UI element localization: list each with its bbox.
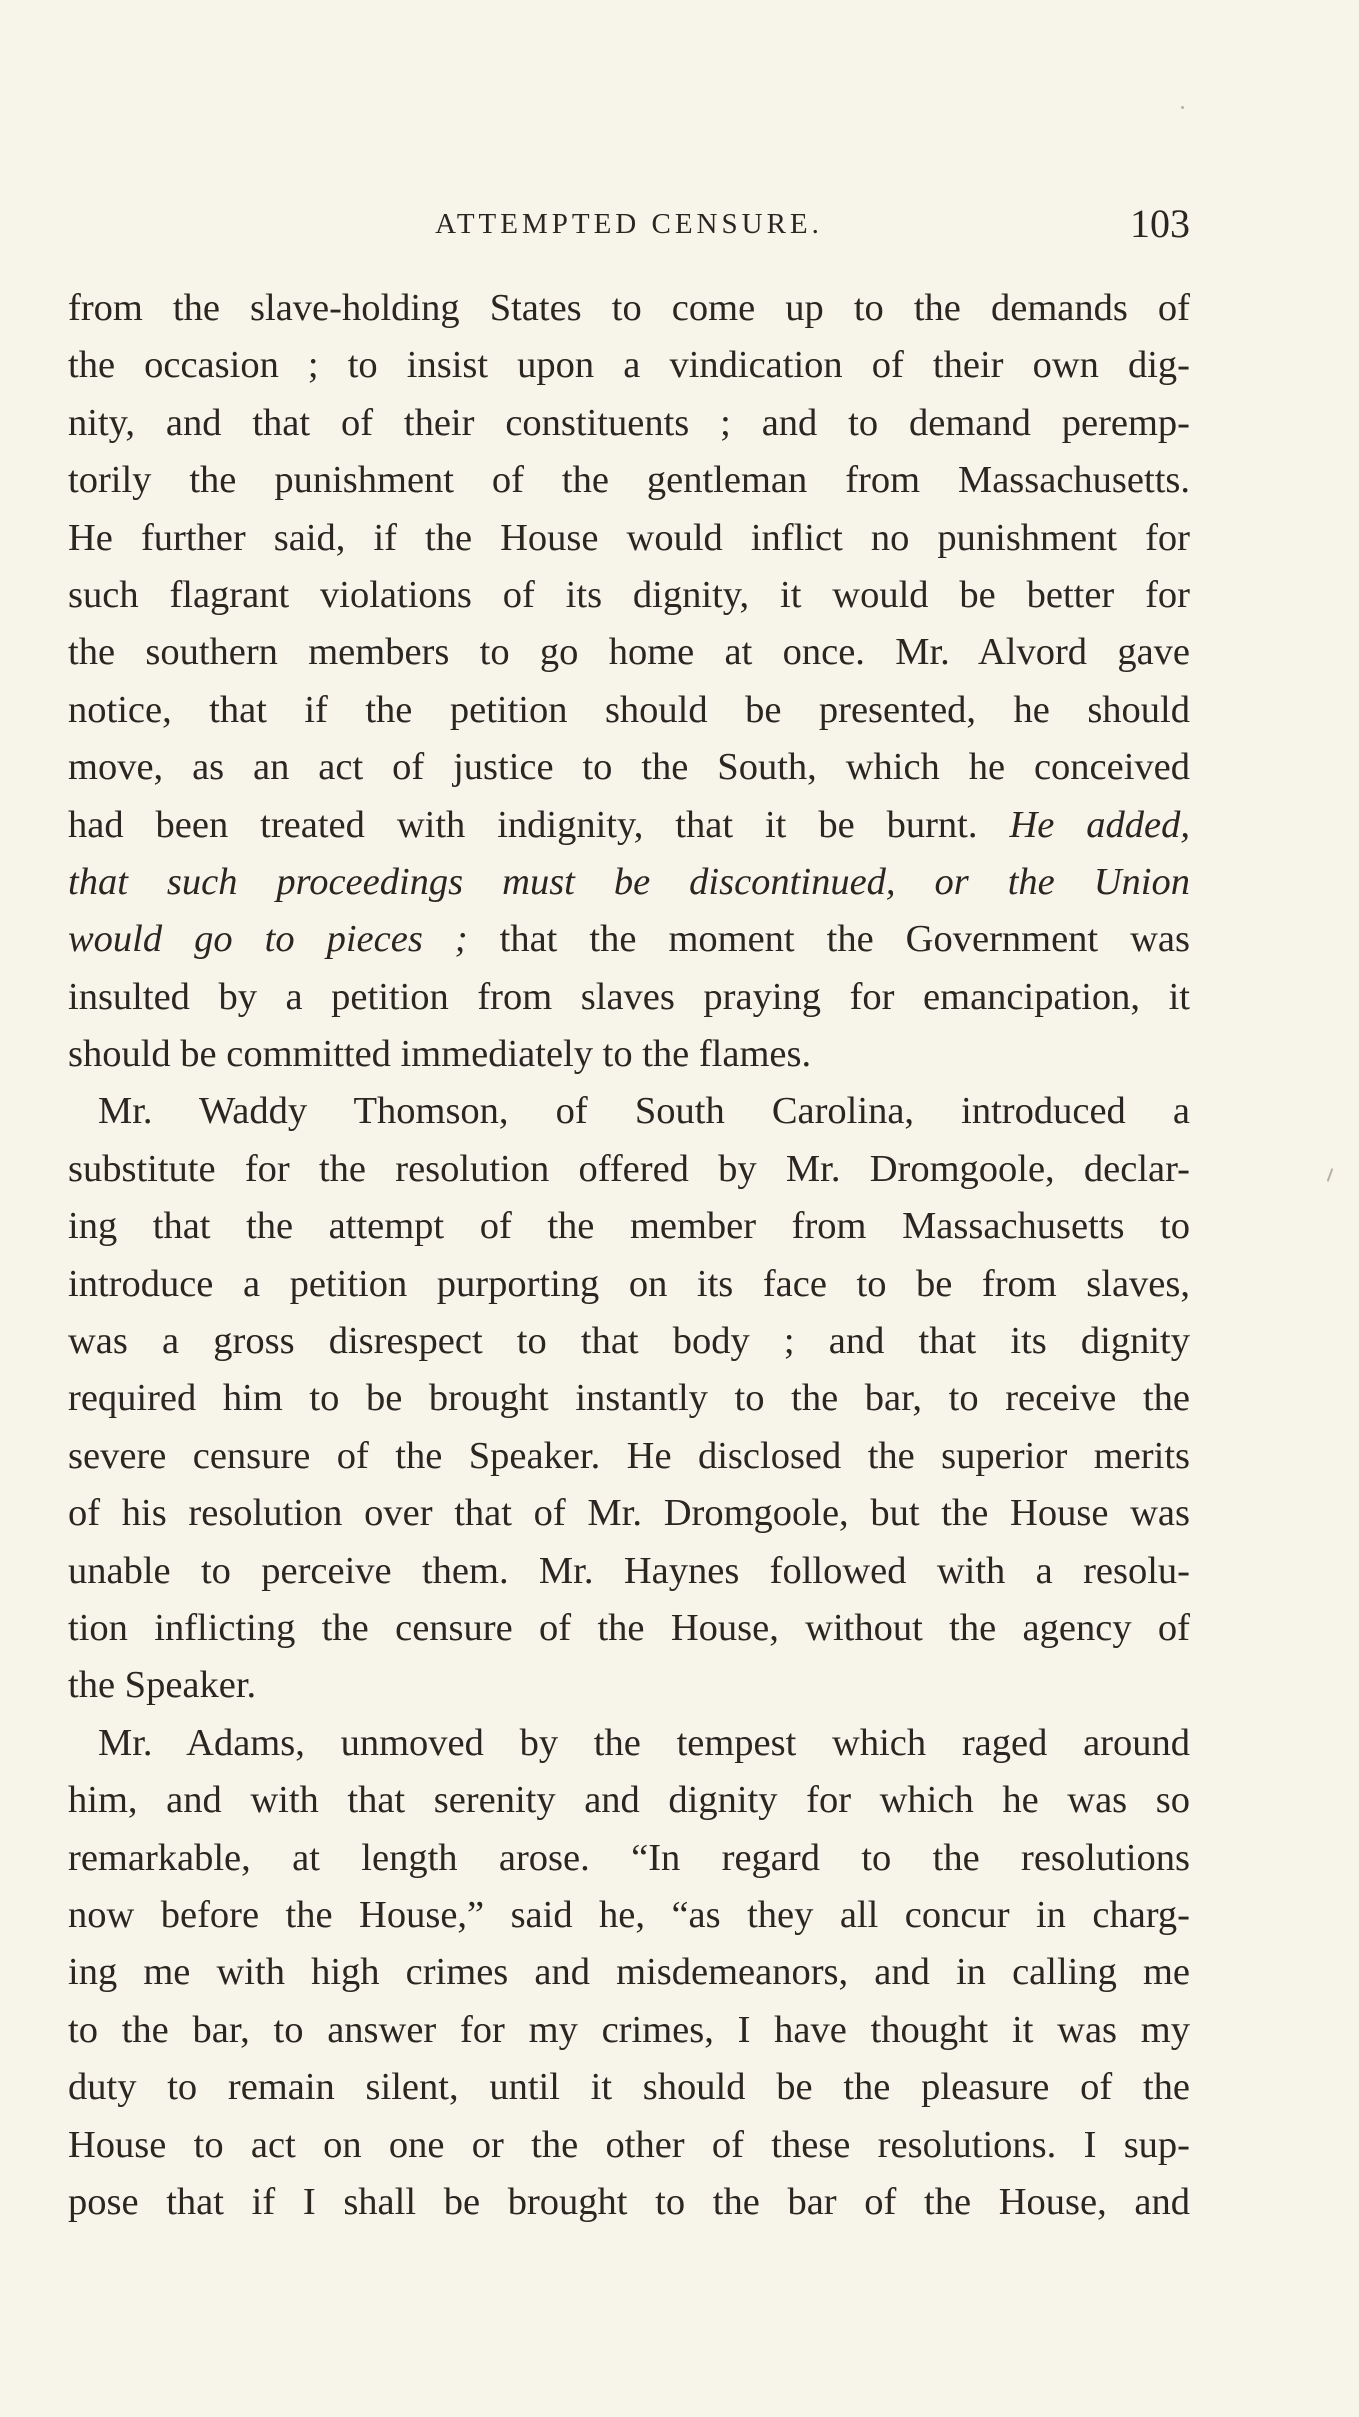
text-line [68, 854, 1190, 911]
text-line: notice, that if the petition should be presented, he should [68, 688, 1190, 731]
text-line: duty to remain silent, until it should be the pleasure of the [68, 2066, 1190, 2109]
text-line: tion inflicting the censure of the House, without the agency of [68, 1606, 1190, 1649]
page-number: 103 [1130, 201, 1190, 246]
running-title: ATTEMPTED CENSURE. [435, 208, 823, 240]
text-line: now before the House,” said he, “as they all concur in charg- [68, 1893, 1190, 1936]
text-line: remarkable, at length arose. “In regard to the resolutions [68, 1836, 1190, 1879]
text-line: He further said, if the House would inflict no punishment for [68, 516, 1190, 559]
text-line [68, 911, 1190, 968]
paper-speck [1327, 1168, 1334, 1182]
text-line: substitute for the resolution offered by Mr. Dromgoole, declar- [68, 1147, 1190, 1190]
text-line [68, 797, 1190, 854]
italic-text-segment: that such proceedings must be discontinued, or the Union [68, 860, 1190, 903]
paper-speck [1181, 106, 1184, 109]
text-line: nity, and that of their constituents ; and to demand peremp- [68, 401, 1190, 444]
italic-text-segment: He added, [1009, 803, 1190, 846]
text-segment: had been treated with indignity, that it be burnt. [68, 803, 1010, 846]
text-line: such flagrant violations of its dignity, it would be better for [68, 573, 1190, 616]
text-line: torily the punishment of the gentleman from Massachusetts. [68, 459, 1190, 502]
text-line: unable to perceive them. Mr. Haynes followed with a resolu- [68, 1549, 1190, 1592]
body-text [68, 280, 1190, 2231]
text-line: should be committed immediately to the flames. [68, 1033, 812, 1076]
text-line: insulted by a petition from slaves praying for emancipation, it [68, 975, 1190, 1018]
text-line: ing me with high crimes and misdemeanors, and in calling me [68, 1951, 1190, 1994]
text-line: the southern members to go home at once. Mr. Alvord gave [68, 631, 1190, 674]
text-line: of his resolution over that of Mr. Dromgoole, but the House was [68, 1492, 1190, 1535]
italic-text-segment: would go to pieces ; [68, 918, 468, 961]
text-line: move, as an act of justice to the South, which he conceived [68, 746, 1190, 789]
text-line: Mr. Waddy Thomson, of South Carolina, introduced a [98, 1090, 1190, 1133]
text-line: Mr. Adams, unmoved by the tempest which raged around [98, 1721, 1190, 1764]
text-line: severe censure of the Speaker. He disclosed the superior merits [68, 1434, 1190, 1477]
text-line: to the bar, to answer for my crimes, I have thought it was my [68, 2008, 1190, 2051]
text-line: the occasion ; to insist upon a vindication of their own dig- [68, 344, 1190, 387]
text-line: introduce a petition purporting on its face to be from slaves, [68, 1262, 1190, 1305]
text-segment: that the moment the Government was [467, 918, 1191, 961]
text-line: was a gross disrespect to that body ; and that its dignity [68, 1320, 1190, 1363]
text-line: ing that the attempt of the member from Massachusetts to [68, 1205, 1190, 1248]
text-line: required him to be brought instantly to the bar, to receive the [68, 1377, 1190, 1420]
text-line: him, and with that serenity and dignity for which he was so [68, 1779, 1190, 1822]
running-head [68, 200, 1190, 260]
text-line: the Speaker. [68, 1664, 257, 1707]
text-line: House to act on one or the other of these resolutions. I sup- [68, 2123, 1190, 2166]
text-line: pose that if I shall be brought to the bar of the House, and [68, 2180, 1190, 2223]
text-line: from the slave-holding States to come up to the demands of [68, 287, 1190, 329]
